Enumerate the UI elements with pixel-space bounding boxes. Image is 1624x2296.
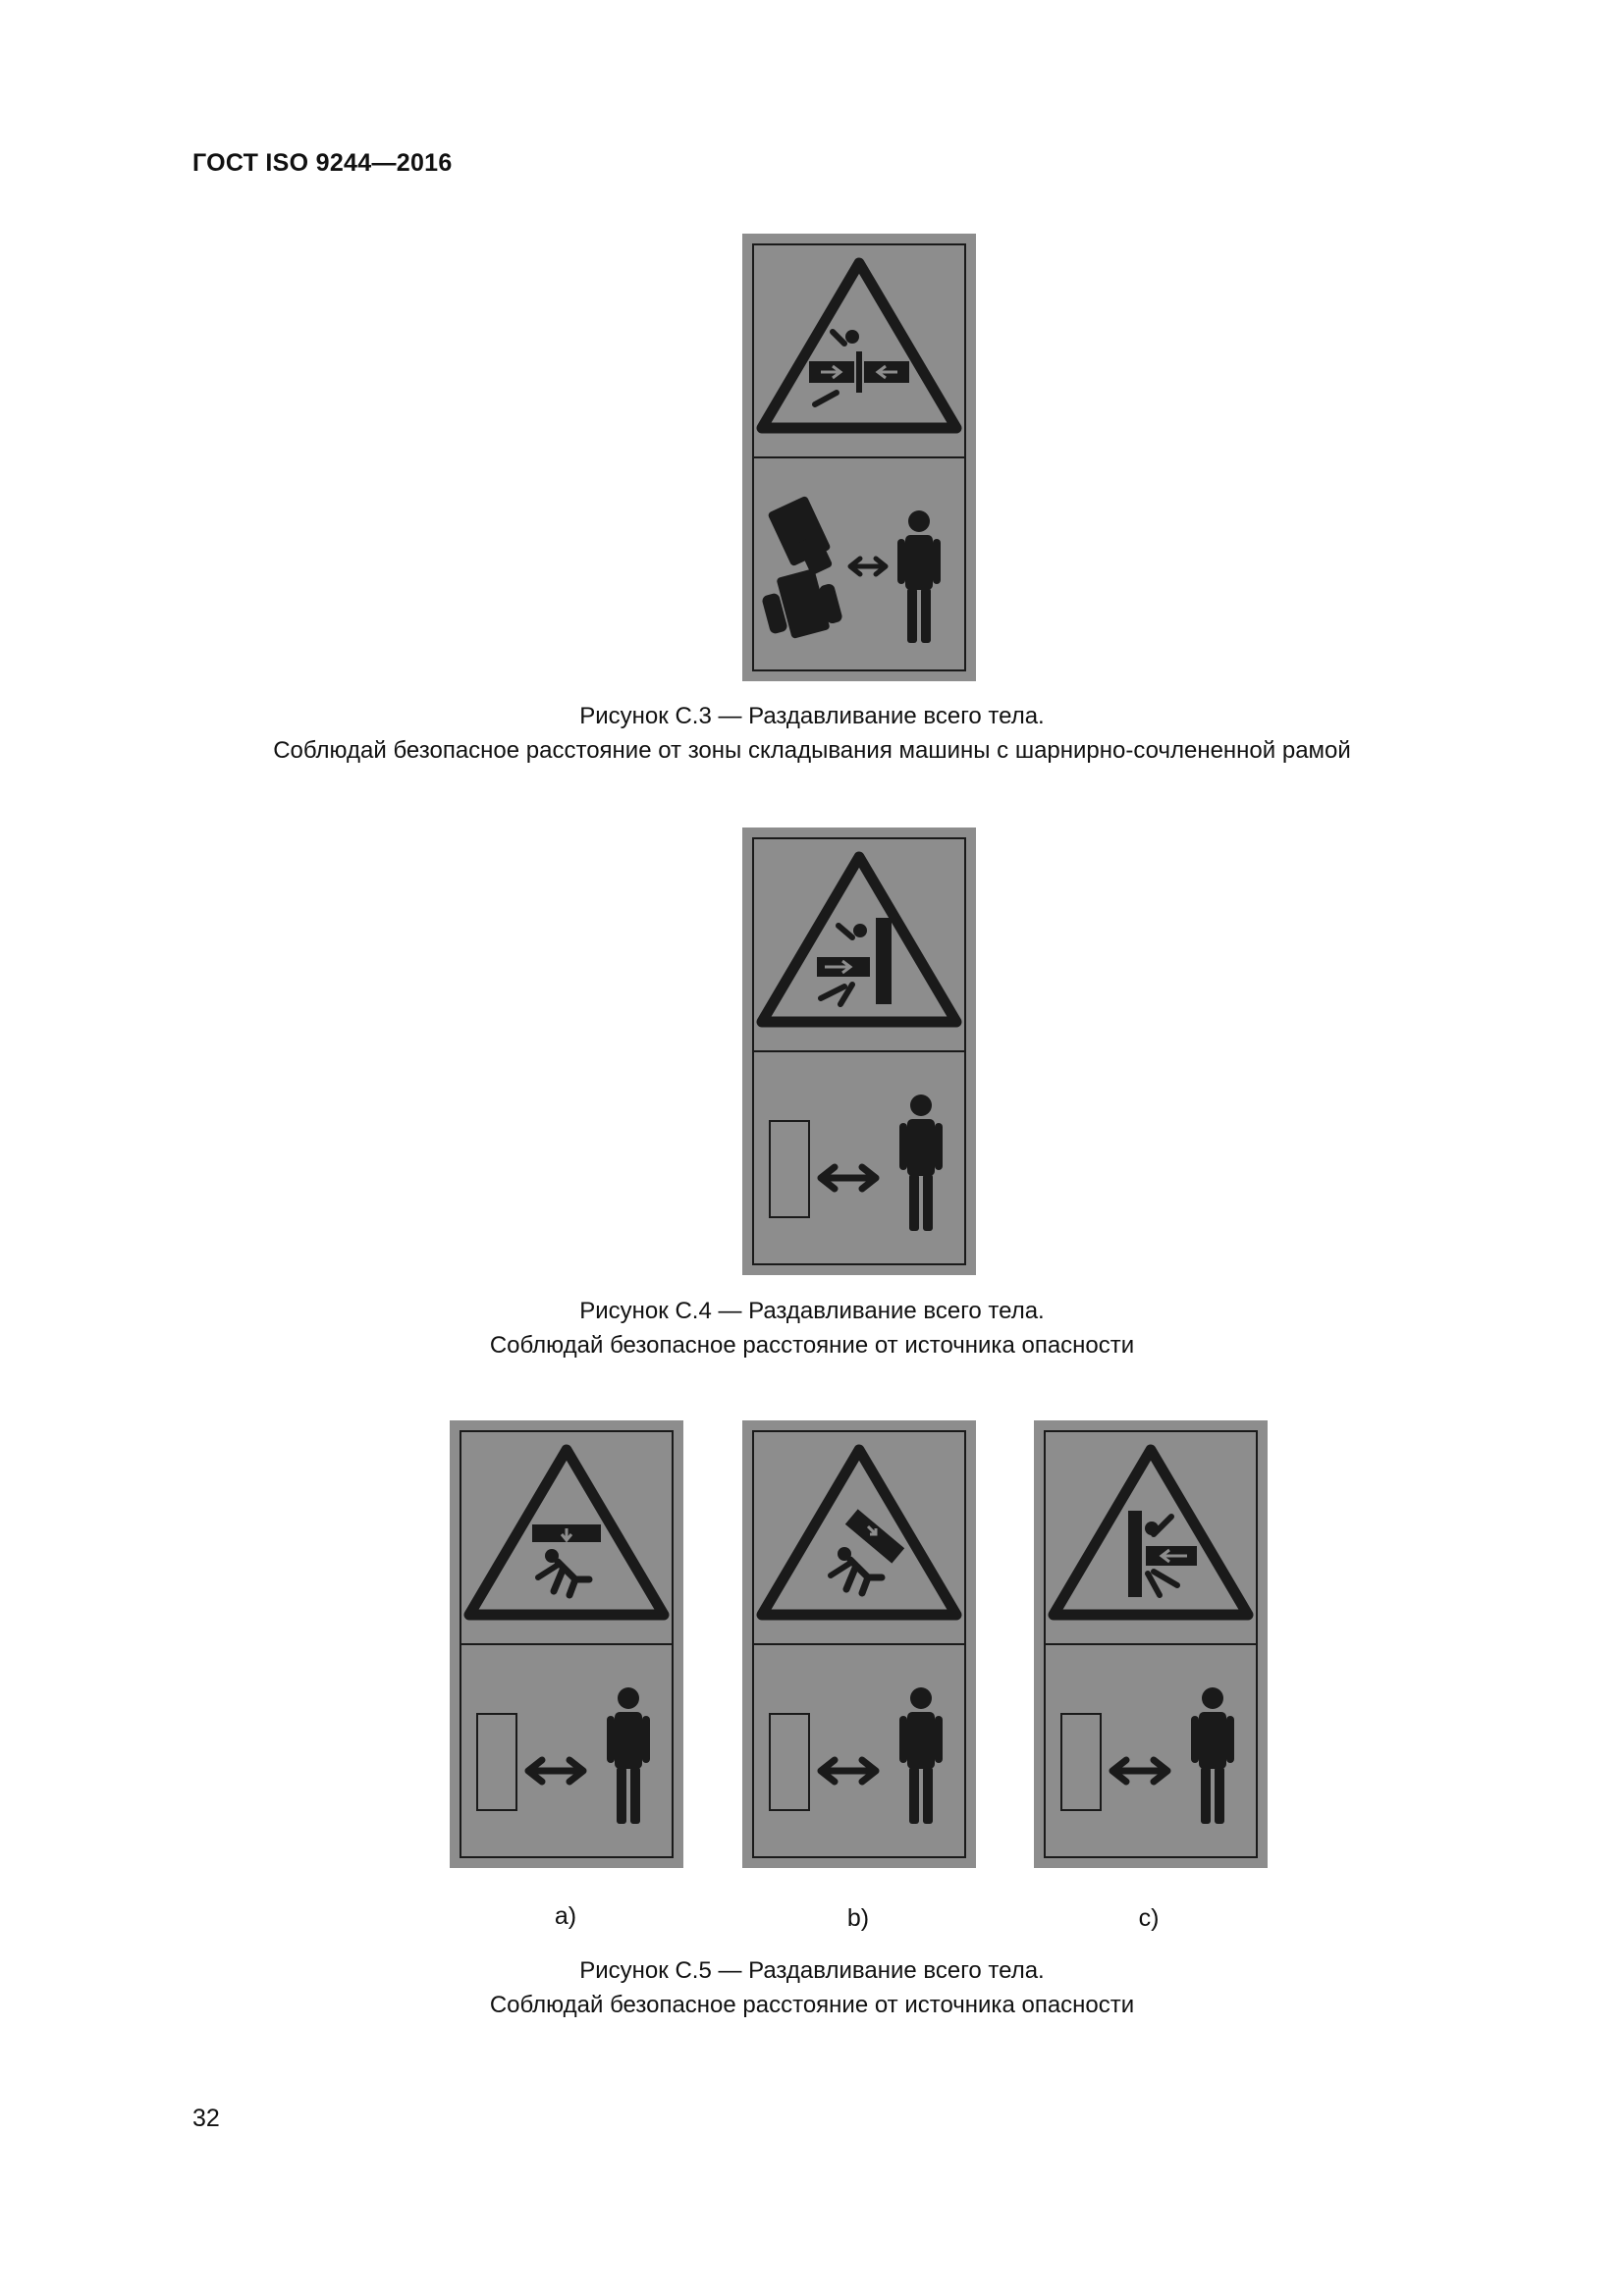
safety-sign-c3 (742, 234, 976, 681)
figure-c5-caption-line2: Соблюдай безопасное расстояние от источника опасности (489, 1992, 1135, 2018)
keep-distance-from-hazard-icon (450, 1643, 683, 1868)
pushed-against-wall-crush-warning-icon (1034, 1420, 1268, 1643)
figure-c3-caption (0, 699, 1624, 768)
safety-sign-c5a (450, 1420, 683, 1868)
falling-load-crush-warning-icon (450, 1420, 683, 1643)
sub-figure-label-b: b) (846, 1904, 870, 1932)
figure-c4-caption-line1: Рисунок С.4 — Раздавливание всего тела. (579, 1298, 1045, 1324)
figure-c3-caption-line2: Соблюдай безопасное расстояние от зоны складывания машины с шарнирно-сочлененной рамой (273, 737, 1351, 764)
safety-sign-c4 (742, 828, 976, 1275)
body-crush-against-wall-warning-icon (742, 828, 976, 1050)
figure-c3-caption-line1: Рисунок С.3 — Раздавливание всего тела. (579, 703, 1045, 729)
safety-sign-c5c (1034, 1420, 1268, 1868)
safety-sign-c5b (742, 1420, 976, 1868)
sub-figure-label-c: c) (1138, 1904, 1160, 1932)
page-number: 32 (192, 2105, 220, 2132)
figure-c4-caption-line2: Соблюдай безопасное расстояние от источника опасности (489, 1332, 1135, 1359)
figure-c4-caption (0, 1294, 1624, 1362)
articulated-frame-crush-warning-icon (742, 234, 976, 456)
keep-distance-from-hazard-icon (742, 1643, 976, 1868)
articulated-machine-keep-distance-icon (742, 456, 976, 681)
figure-c5-caption (0, 1953, 1624, 2022)
tipping-object-crush-warning-icon (742, 1420, 976, 1643)
document-header: ГОСТ ISO 9244—2016 (192, 149, 453, 177)
sub-figure-label-a: a) (554, 1902, 577, 1930)
keep-distance-from-hazard-icon (742, 1050, 976, 1275)
keep-distance-from-hazard-icon (1034, 1643, 1268, 1868)
figure-c5-caption-line1: Рисунок С.5 — Раздавливание всего тела. (579, 1957, 1045, 1984)
